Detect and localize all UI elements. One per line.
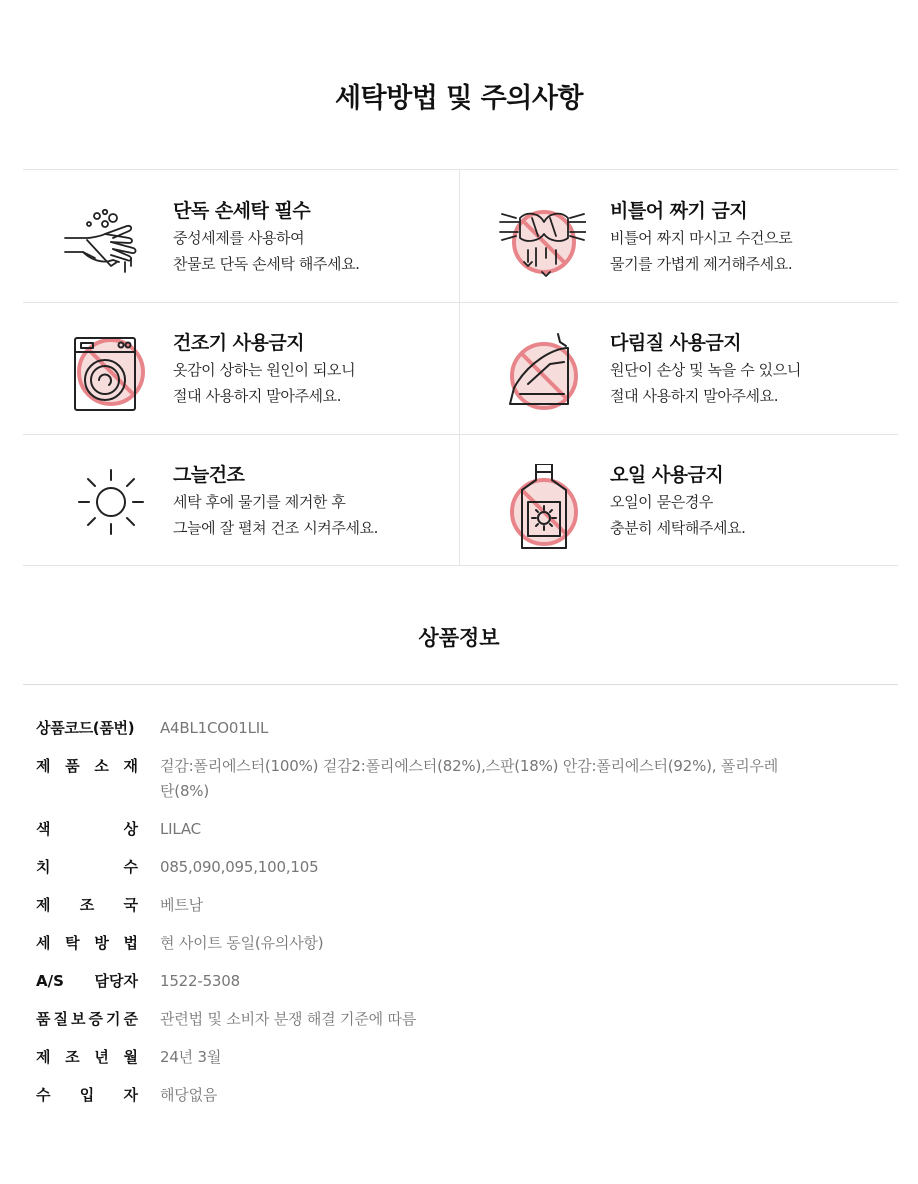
care-item-title: 단독 손세탁 필수	[173, 200, 311, 222]
info-row	[36, 893, 876, 918]
info-row-value: 겉감:폴리에스터(100%) 겉감2:폴리에스터(82%),스판(18%) 안감:폴리에스터(92%), 폴리우레탄(8%)	[160, 757, 779, 800]
sun-dry-icon	[61, 464, 149, 552]
care-item-description: 찬물로 단독 손세탁 해주세요.	[173, 255, 360, 273]
product-info-table	[36, 716, 876, 1121]
info-row-value: 현 사이트 동일(유의사항)	[160, 934, 324, 952]
care-item-description: 절대 사용하지 말아주세요.	[173, 387, 342, 405]
info-row-value: 베트남	[160, 896, 203, 914]
info-row-value: 24년 3월	[160, 1048, 222, 1066]
info-row-value: LILAC	[160, 820, 201, 838]
care-grid	[23, 169, 898, 566]
info-row-label: 제 조 국	[36, 896, 138, 914]
care-item-description: 중성세제를 사용하여	[173, 229, 305, 247]
no-iron-icon	[498, 332, 586, 420]
info-row-value: 085,090,095,100,105	[160, 858, 319, 876]
info-row	[36, 754, 876, 804]
care-item-title: 건조기 사용금지	[173, 332, 305, 354]
hand-wash-icon	[61, 200, 149, 288]
care-item-no-iron	[460, 302, 897, 434]
info-row-label: 세 탁 방 법	[36, 934, 138, 952]
info-row-label: 상품코드(품번)	[36, 719, 135, 737]
care-item-title: 다림질 사용금지	[610, 332, 742, 354]
info-row	[36, 1045, 876, 1070]
info-row-label: 품 질 보 증 기 준	[36, 1010, 138, 1028]
care-item-hand-wash	[23, 170, 460, 302]
no-dryer-icon	[61, 332, 149, 420]
info-row	[36, 931, 876, 956]
care-item-description: 절대 사용하지 말아주세요.	[610, 387, 779, 405]
info-row-label: 수 입 자	[36, 1086, 138, 1104]
care-item-title: 비틀어 짜기 금지	[610, 200, 748, 222]
no-wring-icon	[498, 200, 586, 288]
info-row	[36, 716, 876, 741]
info-row-value: 1522-5308	[160, 972, 240, 990]
info-row	[36, 969, 876, 994]
care-section-title: 세탁방법 및 주의사항	[334, 83, 584, 114]
info-row-label: A/S 담당자	[36, 972, 138, 990]
care-item-description: 세탁 후에 물기를 제거한 후	[173, 493, 346, 511]
no-oil-icon	[498, 464, 586, 552]
info-row-label: 치 수	[36, 858, 138, 876]
care-item-description: 오일이 묻은경우	[610, 493, 713, 511]
care-item-title: 오일 사용금지	[610, 464, 724, 486]
info-row	[36, 855, 876, 880]
care-item-description: 충분히 세탁해주세요.	[610, 519, 746, 537]
info-row	[36, 1007, 876, 1032]
info-row-value: A4BL1CO01LIL	[160, 719, 269, 737]
care-item-description: 옷감이 상하는 원인이 되오니	[173, 361, 356, 379]
info-row	[36, 817, 876, 842]
care-item-description: 그늘에 잘 펼쳐 건조 시켜주세요.	[173, 519, 379, 537]
info-row-label: 색 상	[36, 820, 138, 838]
info-row-label: 제 조 년 월	[36, 1048, 138, 1066]
care-item-title: 그늘건조	[173, 464, 245, 486]
info-row-label: 제 품 소 재	[36, 757, 138, 775]
info-row-value: 해당없음	[160, 1086, 218, 1104]
product-info-divider	[23, 684, 898, 685]
info-row-value: 관련법 및 소비자 분쟁 해결 기준에 따름	[160, 1010, 417, 1028]
care-item-description: 비틀어 짜지 마시고 수건으로	[610, 229, 793, 247]
care-item-shade-dry	[23, 434, 460, 566]
care-item-no-dryer	[23, 302, 460, 434]
care-item-description: 물기를 가볍게 제거해주세요.	[610, 255, 793, 273]
care-item-no-oil	[460, 434, 897, 566]
info-row	[36, 1083, 876, 1108]
product-info-title: 상품정보	[418, 626, 500, 650]
care-item-no-wring	[460, 170, 897, 302]
care-item-description: 원단이 손상 및 녹을 수 있으니	[610, 361, 801, 379]
